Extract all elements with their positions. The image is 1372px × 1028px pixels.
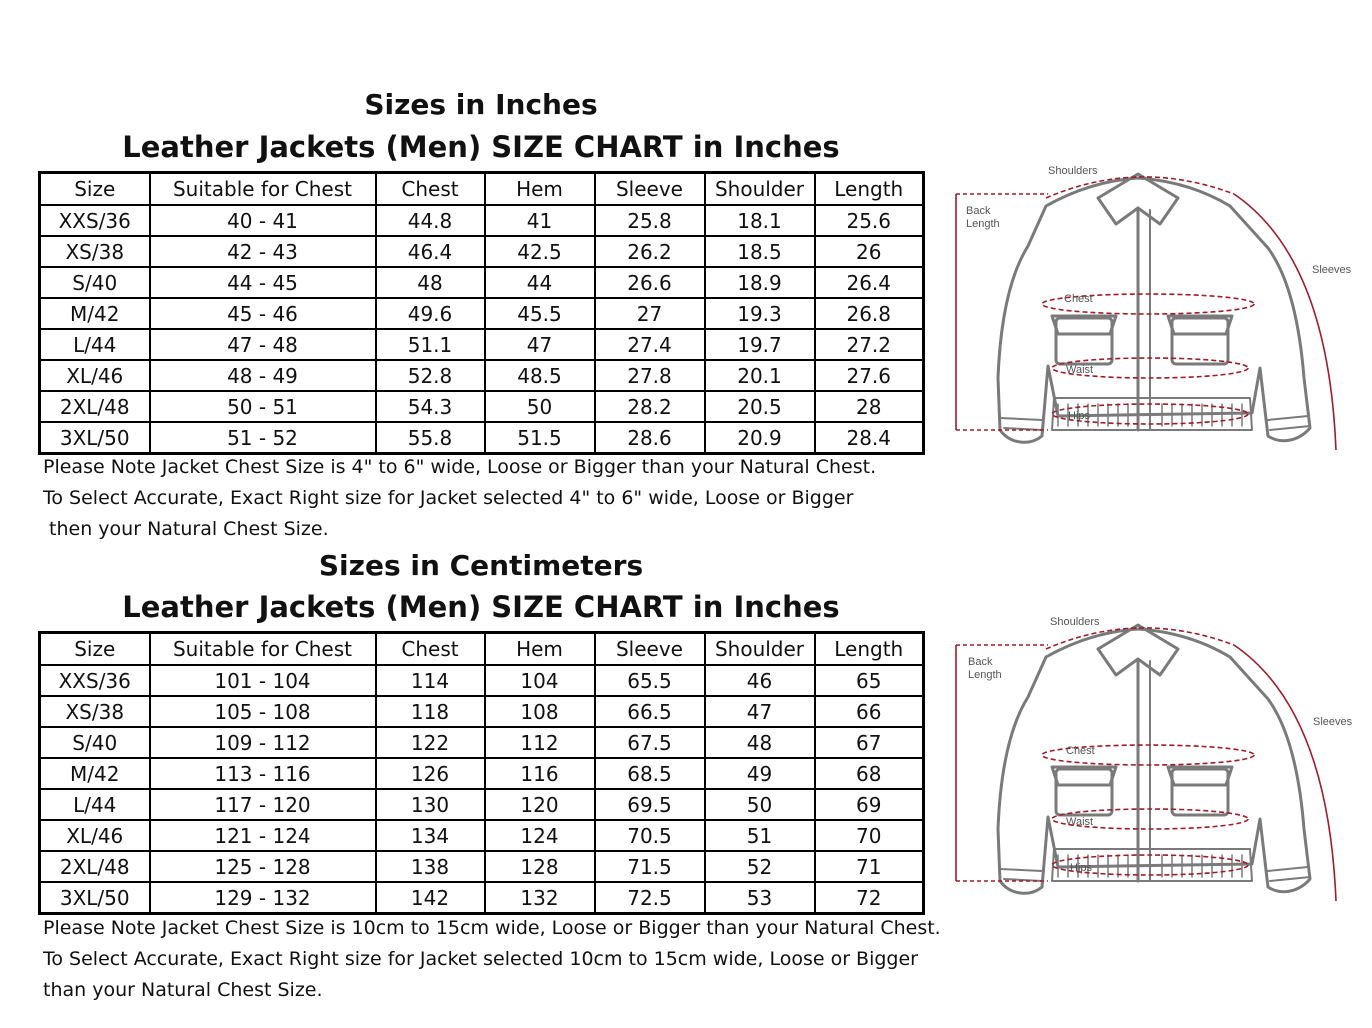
cell-chest: 142 [376,882,485,914]
cell-chest: 52.8 [376,360,485,391]
table-header-row [40,633,924,666]
cell-length: 26.4 [815,267,924,298]
cell-chest: 122 [376,727,485,758]
note-line-1: Please Note Jacket Chest Size is 10cm to 15cm wide, Loose or Bigger than your Natural Chest. [43,917,941,939]
cell-chest: 49.6 [376,298,485,329]
back-length-label: Length [968,669,1002,681]
cell-suitable-for-chest: 42 - 43 [150,236,376,267]
cell-hem: 51.5 [485,422,595,454]
cell-length: 27.2 [815,329,924,360]
cell-sleeve: 27.8 [595,360,705,391]
cell-hem: 41 [485,205,595,236]
cell-suitable-for-chest: 44 - 45 [150,267,376,298]
sleeves-label: Sleeves [1312,264,1352,276]
cell-length: 25.6 [815,205,924,236]
table-row [40,360,924,391]
cell-sleeve: 26.6 [595,267,705,298]
cell-size: XL/46 [40,360,150,391]
cell-chest: 130 [376,789,485,820]
cell-length: 27.6 [815,360,924,391]
cell-hem: 108 [485,696,595,727]
cell-size: L/44 [40,329,150,360]
size-table-centimeters [38,631,925,915]
cell-chest: 44.8 [376,205,485,236]
cell-suitable-for-chest: 121 - 124 [150,820,376,851]
cell-length: 26.8 [815,298,924,329]
column-header-hem: Hem [485,173,595,206]
cell-sleeve: 68.5 [595,758,705,789]
cell-shoulder: 20.5 [705,391,815,422]
cell-length: 66 [815,696,924,727]
back-length-label: Length [966,218,1000,230]
cell-size: XS/38 [40,236,150,267]
cell-suitable-for-chest: 129 - 132 [150,882,376,914]
cell-shoulder: 19.3 [705,298,815,329]
cell-chest: 55.8 [376,422,485,454]
cell-sleeve: 71.5 [595,851,705,882]
cell-shoulder: 53 [705,882,815,914]
table-row [40,422,924,454]
column-header-size: Size [40,633,150,666]
cell-suitable-for-chest: 45 - 46 [150,298,376,329]
cell-shoulder: 47 [705,696,815,727]
cell-shoulder: 52 [705,851,815,882]
chest-label: Chest [1066,745,1095,757]
section-heading-centimeters: Sizes in Centimeters [318,549,644,582]
cell-chest: 138 [376,851,485,882]
cell-suitable-for-chest: 40 - 41 [150,205,376,236]
right-pocket [1172,318,1228,364]
cell-size: 3XL/50 [40,882,150,914]
table-row [40,696,924,727]
table-row [40,298,924,329]
table-row [40,236,924,267]
cell-chest: 118 [376,696,485,727]
cell-length: 67 [815,727,924,758]
cell-length: 69 [815,789,924,820]
back-length-label: Back [968,656,993,668]
table-row [40,205,924,236]
cell-suitable-for-chest: 48 - 49 [150,360,376,391]
cell-size: XXS/36 [40,205,150,236]
cell-chest: 126 [376,758,485,789]
cell-shoulder: 50 [705,789,815,820]
cell-chest: 48 [376,267,485,298]
cell-shoulder: 18.1 [705,205,815,236]
hips-label: Hips [1068,410,1091,422]
cell-suitable-for-chest: 109 - 112 [150,727,376,758]
cell-chest: 114 [376,665,485,696]
cell-size: XS/38 [40,696,150,727]
cell-shoulder: 51 [705,820,815,851]
table-row [40,820,924,851]
column-header-chest: Chest [376,633,485,666]
cell-hem: 42.5 [485,236,595,267]
cell-length: 28 [815,391,924,422]
cell-chest: 134 [376,820,485,851]
cell-length: 70 [815,820,924,851]
cell-shoulder: 18.9 [705,267,815,298]
cell-size: M/42 [40,298,150,329]
column-header-sleeve: Sleeve [595,633,705,666]
cell-suitable-for-chest: 101 - 104 [150,665,376,696]
cell-length: 65 [815,665,924,696]
cell-sleeve: 28.2 [595,391,705,422]
cell-suitable-for-chest: 105 - 108 [150,696,376,727]
cell-hem: 112 [485,727,595,758]
column-header-chest: Chest [376,173,485,206]
cell-suitable-for-chest: 51 - 52 [150,422,376,454]
chart-title-inches: Leather Jackets (Men) SIZE CHART in Inches [122,130,840,164]
cell-length: 71 [815,851,924,882]
chest-label: Chest [1064,293,1093,305]
column-header-length: Length [815,173,924,206]
cell-hem: 45.5 [485,298,595,329]
table-row [40,882,924,914]
column-header-suitable-for-chest: Suitable for Chest [150,173,376,206]
cell-chest: 54.3 [376,391,485,422]
table-row [40,267,924,298]
cell-size: L/44 [40,789,150,820]
column-header-shoulder: Shoulder [705,173,815,206]
cell-suitable-for-chest: 113 - 116 [150,758,376,789]
cell-hem: 50 [485,391,595,422]
cell-length: 28.4 [815,422,924,454]
cell-sleeve: 70.5 [595,820,705,851]
column-header-size: Size [40,173,150,206]
cell-suitable-for-chest: 125 - 128 [150,851,376,882]
cell-sleeve: 25.8 [595,205,705,236]
cell-shoulder: 19.7 [705,329,815,360]
waist-label: Waist [1066,816,1094,828]
table-row [40,851,924,882]
cell-hem: 124 [485,820,595,851]
cell-sleeve: 65.5 [595,665,705,696]
cell-sleeve: 27.4 [595,329,705,360]
cell-hem: 120 [485,789,595,820]
cell-hem: 128 [485,851,595,882]
note-line-1: Please Note Jacket Chest Size is 4" to 6" wide, Loose or Bigger than your Natural Chest. [43,456,877,478]
note-line-3: then your Natural Chest Size. [43,518,329,540]
waist-label: Waist [1066,364,1094,376]
table-row [40,329,924,360]
cell-sleeve: 27 [595,298,705,329]
column-header-sleeve: Sleeve [595,173,705,206]
cell-hem: 47 [485,329,595,360]
column-header-suitable-for-chest: Suitable for Chest [150,633,376,666]
cell-length: 72 [815,882,924,914]
table-row [40,727,924,758]
table-row [40,758,924,789]
note-line-2: To Select Accurate, Exact Right size for Jacket selected 10cm to 15cm wide, Loose or Bigger [43,948,918,970]
cell-sleeve: 72.5 [595,882,705,914]
note-line-2: To Select Accurate, Exact Right size for Jacket selected 4" to 6" wide, Loose or Bigger [43,487,854,509]
cell-size: M/42 [40,758,150,789]
cell-size: 2XL/48 [40,851,150,882]
cell-sleeve: 66.5 [595,696,705,727]
cell-sleeve: 69.5 [595,789,705,820]
shoulders-label: Shoulders [1048,165,1098,177]
cell-shoulder: 48 [705,727,815,758]
column-header-shoulder: Shoulder [705,633,815,666]
table-row [40,665,924,696]
cell-shoulder: 20.9 [705,422,815,454]
cell-length: 26 [815,236,924,267]
cell-chest: 51.1 [376,329,485,360]
cell-chest: 46.4 [376,236,485,267]
column-header-length: Length [815,633,924,666]
cell-sleeve: 28.6 [595,422,705,454]
sleeves-label: Sleeves [1313,716,1353,728]
cell-shoulder: 20.1 [705,360,815,391]
cell-suitable-for-chest: 117 - 120 [150,789,376,820]
cell-size: 2XL/48 [40,391,150,422]
cell-size: 3XL/50 [40,422,150,454]
cell-sleeve: 26.2 [595,236,705,267]
cell-shoulder: 18.5 [705,236,815,267]
table-row [40,789,924,820]
left-pocket [1056,318,1112,364]
section-heading-inches: Sizes in Inches [364,88,598,121]
cell-size: S/40 [40,727,150,758]
jacket-measurement-diagram [938,609,1358,909]
cell-hem: 132 [485,882,595,914]
cell-size: XL/46 [40,820,150,851]
cell-size: XXS/36 [40,665,150,696]
cell-hem: 48.5 [485,360,595,391]
cell-hem: 116 [485,758,595,789]
cell-sleeve: 67.5 [595,727,705,758]
size-table-inches [38,171,925,455]
cell-suitable-for-chest: 50 - 51 [150,391,376,422]
shoulders-label: Shoulders [1050,616,1100,628]
cell-shoulder: 49 [705,758,815,789]
cell-size: S/40 [40,267,150,298]
table-row [40,391,924,422]
hips-label: Hips [1070,862,1093,874]
chart-title-centimeters: Leather Jackets (Men) SIZE CHART in Inches [122,590,840,624]
cell-shoulder: 46 [705,665,815,696]
column-header-hem: Hem [485,633,595,666]
table-header-row [40,173,924,206]
note-line-3: than your Natural Chest Size. [43,979,323,1001]
cell-suitable-for-chest: 47 - 48 [150,329,376,360]
cell-length: 68 [815,758,924,789]
jacket-measurement-diagram [938,158,1358,458]
cell-hem: 104 [485,665,595,696]
cell-hem: 44 [485,267,595,298]
back-length-label: Back [966,205,991,217]
jacket-body-outline [998,178,1310,442]
